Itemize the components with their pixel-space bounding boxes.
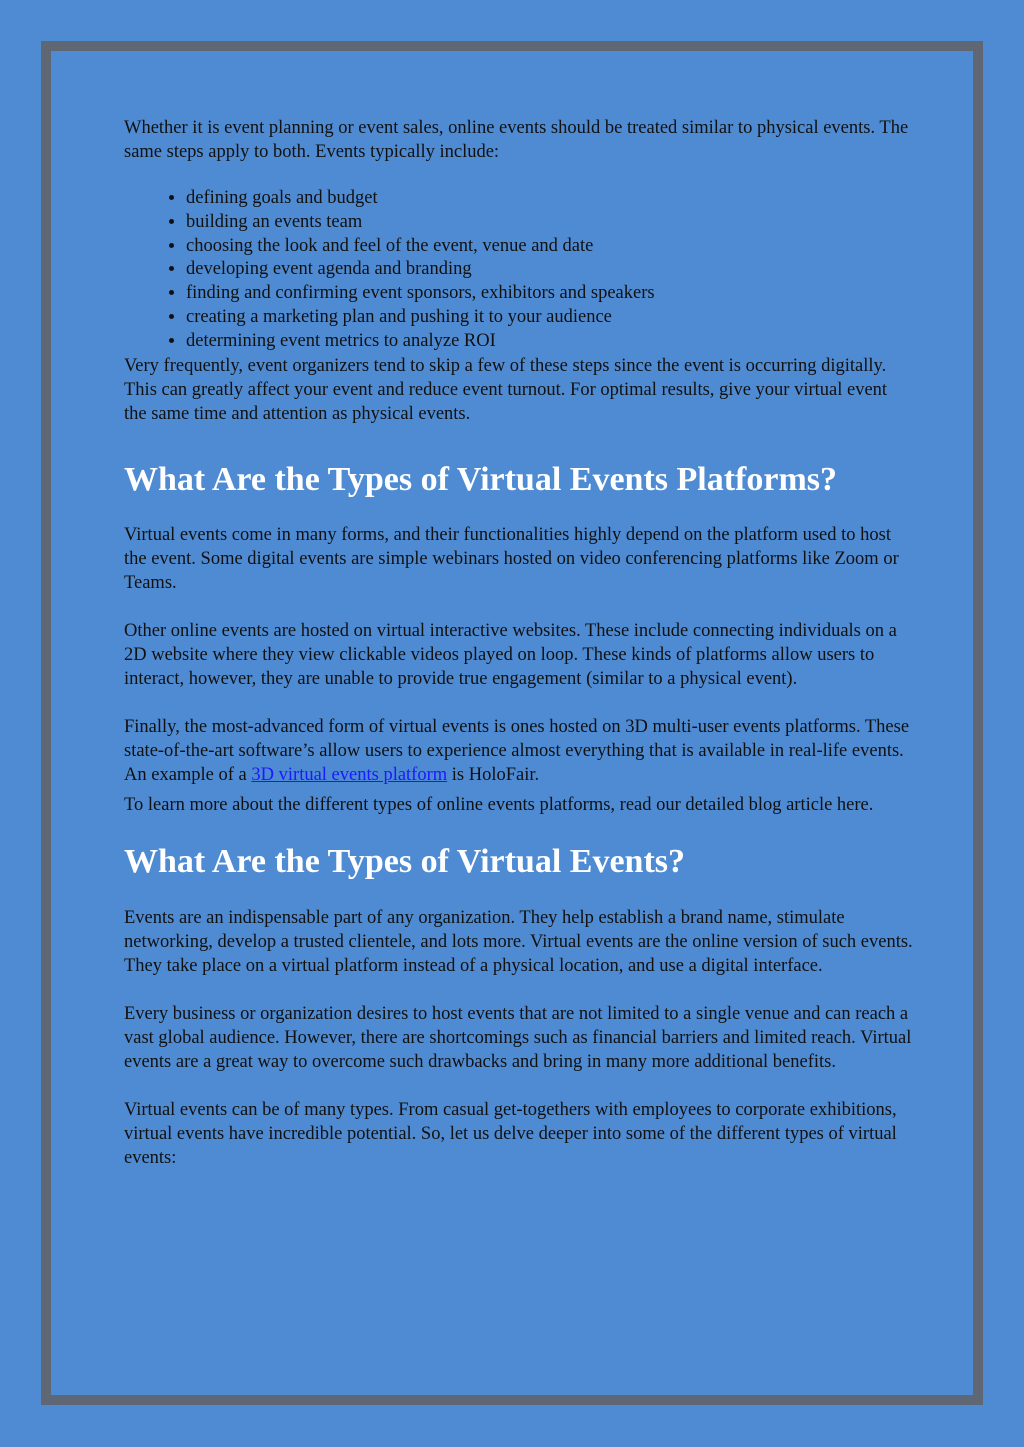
platforms-paragraph-3-before: Finally, the most-advanced form of virtual events is ones hosted on 3D multi-user events platforms. These state-of-the-art software’s allow users to experience almost everything that is available in real-life events. An example of a xyxy=(124,716,910,785)
platforms-paragraph-4: To learn more about the different types of online events platforms, read our detailed blog article here. xyxy=(124,794,874,815)
list-item: • finding and confirming event sponsors, exhibitors and speakers xyxy=(186,282,914,306)
types-paragraph-2: Every business or organization desires to host events that are not limited to a single venue and can reach a vast global audience. However, there are shortcomings such as financial barriers and limited reach. Virtual events are a great way to overcome such drawbacks and bring in many more additional benefits. xyxy=(124,1003,912,1072)
document-body xyxy=(124,116,914,1170)
types-paragraph-3: Virtual events can be of many types. From casual get-togethers with employees to corporate exhibitions, virtual events have incredible potential. So, let us delve deeper into some of the different types of virtual events: xyxy=(124,1099,897,1168)
intro-paragraph: Whether it is event planning or event sales, online events should be treated similar to physical events. The same steps apply to both. Events typically include: xyxy=(124,118,909,162)
platforms-paragraph-3-after: is HoloFair. xyxy=(447,764,540,785)
heading-event-types: What Are the Types of Virtual Events? xyxy=(124,842,686,880)
list-item: • determining event metrics to analyze ROI xyxy=(186,330,914,354)
list-item: • choosing the look and feel of the event, venue and date xyxy=(186,235,914,259)
list-item: • creating a marketing plan and pushing it to your audience xyxy=(186,306,914,330)
list-item: • building an events team xyxy=(186,211,914,235)
types-paragraph-1: Events are an indispensable part of any organization. They help establish a brand name, stimulate networking, develop a trusted clientele, and lots more. Virtual events are the online version of such events. They take place on a virtual platform instead of a physical location, and use a digital interface. xyxy=(124,907,913,976)
platforms-paragraph-1: Virtual events come in many forms, and their functionalities highly depend on the platform used to host the event. Some digital events are simple webinars hosted on video conferencing platforms like Zoom or Teams. xyxy=(124,524,899,593)
3d-platform-link[interactable]: 3D virtual events platform xyxy=(251,764,448,785)
list-item: • developing event agenda and branding xyxy=(186,258,914,282)
heading-platform-types: What Are the Types of Virtual Events Platforms? xyxy=(124,460,838,498)
intro-followup-paragraph: Very frequently, event organizers tend to skip a few of these steps since the event is occurring digitally. This can greatly affect your event and reduce event turnout. For optimal results, give your virtual event the same time and attention as physical events. xyxy=(124,355,888,424)
list-item: • defining goals and budget xyxy=(186,187,914,211)
platforms-paragraph-3 xyxy=(124,715,914,787)
event-steps-list xyxy=(124,187,914,354)
platforms-paragraph-2: Other online events are hosted on virtual interactive websites. These include connecting individuals on a 2D website where they view clickable videos played on loop. These kinds of platforms allow users to interact, however, they are unable to provide true engagement (similar to a physical event). xyxy=(124,620,897,689)
